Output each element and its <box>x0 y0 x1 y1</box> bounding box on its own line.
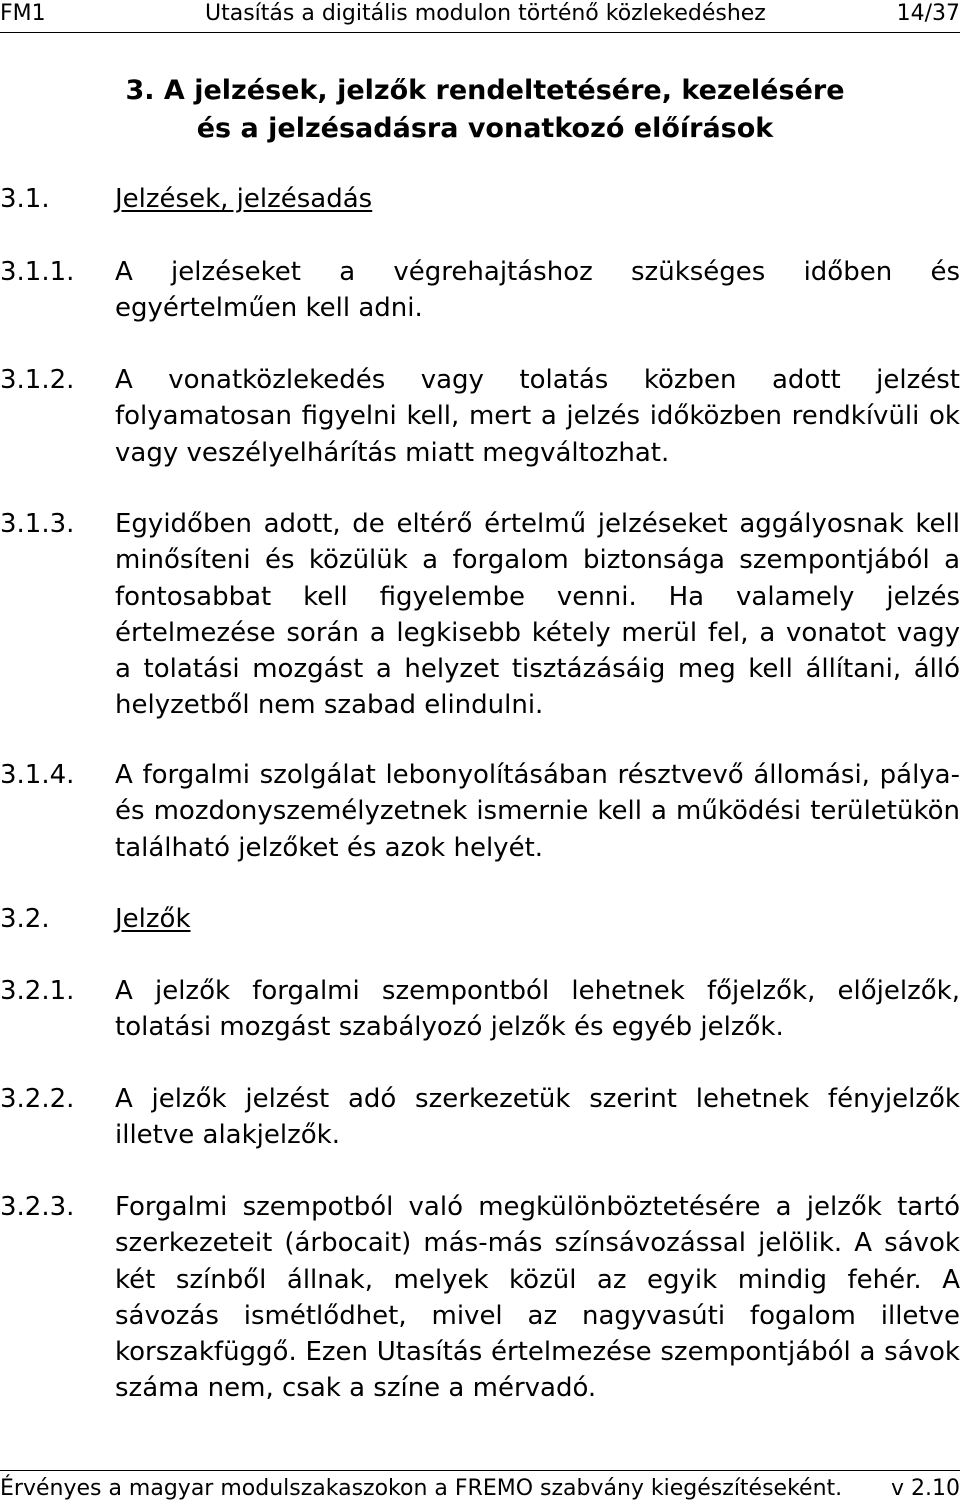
paragraph-number: 3.1.3. <box>0 509 75 539</box>
paragraph-number: 3.2.2. <box>0 1084 75 1114</box>
paragraph-text: Forgalmi szempotból való megkülönböztetésére a jelzők tartó szerkezeteit (árbocait) más-más színsávozással jelölik. A sávok két színből állnak, melyek közül az egyik mindig fehér. A sávozás ismétlődhet, mivel az nagyvasúti fogalom illetve korszakfüggő. Ezen Utasítás értelmezése szempontjából a sávok száma nem, csak a színe a mérvadó. <box>115 1192 960 1404</box>
chapter-title <box>0 72 960 148</box>
page-number: 14/37 <box>896 1 960 26</box>
section-heading: Jelzések, jelzésadás <box>115 184 373 214</box>
page-footer <box>0 1470 960 1507</box>
document-code: FM1 <box>0 1 46 26</box>
document-title: Utasítás a digitális modulon történő közlekedéshez <box>205 1 766 26</box>
paragraph-text: A jelzők jelzést adó szerkezetük szerint lehetnek fényjelzők illetve alakjelzők. <box>115 1084 960 1151</box>
chapter-title-line-2: és a jelzésadásra vonatkozó előírások <box>196 113 774 144</box>
section-heading: Jelzők <box>115 904 191 934</box>
paragraph-number: 3.2.1. <box>0 976 75 1006</box>
paragraph-text: A jelzők forgalmi szempontból lehetnek főjelzők, előjelzők, tolatási mozgást szabályozó jelzők és egyéb jelzők. <box>115 976 960 1043</box>
paragraph-number: 3.1.1. <box>0 257 75 287</box>
paragraph-number: 3.1.2. <box>0 365 75 395</box>
paragraph-number: 3.2.3. <box>0 1192 75 1222</box>
paragraph-text: A forgalmi szolgálat lebonyolításában résztvevő állomási, pálya- és mozdonyszemélyzetnek ismernie kell a működési területükön található jelzőket és azok helyét. <box>115 760 960 863</box>
paragraph-text: A jelzéseket a végrehajtáshoz szükséges időben és egyértelműen kell adni. <box>115 257 960 324</box>
version-label: v 2.10 <box>891 1476 960 1501</box>
section-number: 3.1. <box>0 184 50 214</box>
page-header <box>0 0 960 33</box>
paragraph-text: A vonatközlekedés vagy tolatás közben adott jelzést folyamatosan figyelni kell, mert a jelzés időközben rendkívüli ok vagy veszélyelhárítás miatt megváltozhat. <box>115 365 960 468</box>
footer-text: Érvényes a magyar modulszakaszokon a FREMO szabvány kiegészítéseként. <box>0 1476 843 1501</box>
chapter-title-line-1: 3. A jelzések, jelzők rendeltetésére, kezelésére <box>125 75 845 106</box>
paragraph-text: Egyidőben adott, de eltérő értelmű jelzéseket aggályosnak kell minősíteni és közülük a forgalom biztonsága szempontjából a fontosabbat kell figyelembe venni. Ha valamely jelzés értelmezése során a legkisebb kétely merül fel, a vonatot vagy a tolatási mozgást a helyzet tisztázásáig meg kell állítani, álló helyzetből nem szabad elindulni. <box>115 509 960 721</box>
section-number: 3.2. <box>0 904 50 934</box>
paragraph-number: 3.1.4. <box>0 760 75 790</box>
